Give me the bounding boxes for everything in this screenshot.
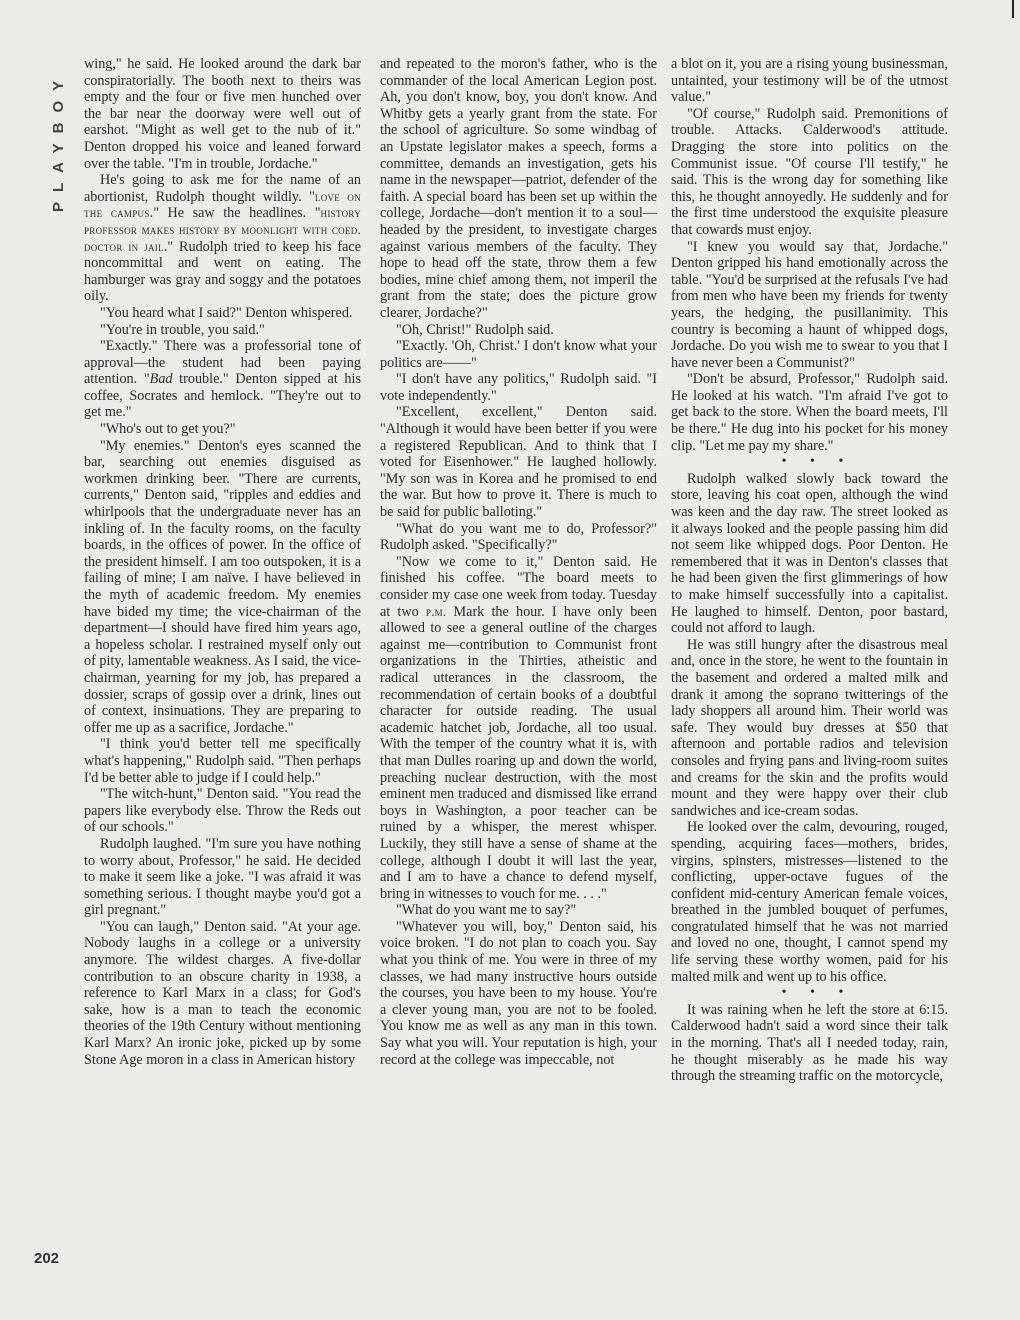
paragraph: "Don't be absurd, Professor," Rudolph said. He looked at his watch. "I'm afraid I've got to get back to the store. When the board meets, I'll be there." He dug into his pocket for his money clip. "Let me pay my share." <box>671 371 948 454</box>
page-number: 202 <box>34 1250 60 1267</box>
paragraph: "The witch-hunt," Denton said. "You read the papers like everybody else. Throw the Reds out of our schools." <box>84 786 361 836</box>
paragraph: It was raining when he left the store at 6:15. Calderwood hadn't said a word since their talk in the morning. That's all I needed today, rain, he thought miserably as he made his way through the streaming traffic on the motorcycle, <box>671 1001 948 1085</box>
paragraph: wing," he said. He looked around the dark bar conspiratorially. The booth next to theirs was empty and the four or five men hunched over the bar near the doorway were well out of earshot. "Might as well get to the nub of it." Denton dropped his voice and leaned forward over the table. "I'm in trouble, Jordache." <box>84 56 361 172</box>
paragraph: "Excellent, excellent," Denton said. "Although it would have been better if you were a registered Republican. And to think that I voted for Eisenhower." He laughed hollowly. "My son was in Korea and he promised to end the war. But how to prove it. There is much to be said for public balloting." <box>380 404 657 521</box>
section-break: • • • <box>781 985 854 1001</box>
paragraph: Rudolph walked slowly back toward the store, leaving his coat open, although the wind was keen and the day raw. The street looked as it always looked and the people passing him did not seem like whipped dogs. Poor Denton. He remembered that it was in Denton's classes that he had been given the first glimmerings of how to make himself successfully into a capitalist. He laughed to himself. Denton, poor bastard, could not afford to laugh. <box>671 470 948 637</box>
paragraph: He's going to ask me for the name of an abortionist, Rudolph thought wildly. "love on the campus." He saw the headlines. "history professor makes history by moonlight with coed. doctor in jail." Rudolph tried to keep his face noncommittal and went on eating. The hamburger was gray and soggy and the potatoes oily. <box>84 172 361 305</box>
paragraph: Rudolph laughed. "I'm sure you have nothing to worry about, Professor," he said. He decided to make it seem like a joke. "I was afraid it was something serious. I thought maybe you'd got a girl pregnant." <box>84 835 361 919</box>
text-column-2 <box>380 56 657 1271</box>
paragraph: "I don't have any politics," Rudolph said. "I vote independently." <box>380 371 657 404</box>
paragraph: "I knew you would say that, Jordache." Denton gripped his hand emotionally across the table. "You'd be surprised at the refusals I've had from men who have been my friends for twenty years, the hedging, the pusillanimity. This country is becoming a haunt of whipped dogs, Jordache. Do you wish me to swear to you that I have never been a Communist?" <box>671 238 948 371</box>
paragraph: "Of course," Rudolph said. Premonitions of trouble. Attacks. Calderwood's attitude. Dragging the store into politics on the Communist issue. "Of course I'll testify," he said. This is the wrong day for something like this, he thought annoyedly. He suddenly and for the first time understood the exquisite pleasure that cowards must enjoy. <box>671 105 948 238</box>
paragraph: "Exactly. 'Oh, Christ.' I don't know what your politics are——" <box>380 338 657 371</box>
paragraph: a blot on it, you are a rising young businessman, untainted, your testimony will be of the utmost value." <box>671 56 948 106</box>
text-column-1 <box>84 56 361 1271</box>
paragraph: "My enemies." Denton's eyes scanned the bar, searching out enemies disguised as workmen drinking beer. "There are currents, currents," Denton said, "ripples and eddies and whirlpools that the undergraduate never has an inkling of. In the faculty rooms, on the faculty boards, in the offices of power. In the office of the president himself. I am too outspoken, it is a failing of mine; I am naïve. I have believed in the myth of academic freedom. My enemies have bided my time; the vice-chairman of the department—I should have fired him years ago, a hopeless scholar. I restrained myself only out of pity, lamentable weakness. As I said, the vice-chairman, yearning for my job, has prepared a dossier, scraps of gossip over a drink, lines out of context, insinuations. They are preparing to offer me up as a sacrifice, Jordache." <box>84 437 361 736</box>
paragraph: "Whatever you will, boy," Denton said, his voice broken. "I do not plan to coach you. Say what you think of me. You were in three of my classes, we had many instructive hours outside the courses, you have been to my house. You're a clever young man, you are not to be fooled. You know me as well as any man in this town. Say what you will. Your reputation is high, your record at the college was impeccable, not <box>380 918 657 1068</box>
text-column-3 <box>671 56 948 1271</box>
paragraph: "I think you'd better tell me specifically what's happening," Rudolph said. "Then perhaps I'd be better able to judge if I could help." <box>84 736 361 786</box>
page-edge-mark <box>1012 0 1014 18</box>
paragraph: "You can laugh," Denton said. "At your age. Nobody laughs in a college or a university anymore. The wildest charges. A five-dollar contribution to an obscure charity in 1938, a reference to Karl Marx in a class; for God's sake, how is a man to teach the economic theories of the 19th Century without mentioning Karl Marx? An ironic joke, picked up by some Stone Age moron in a class in American history <box>84 918 361 1068</box>
paragraph: "You heard what I said?" Denton whispered. <box>100 304 353 321</box>
paragraph: He looked over the calm, devouring, rouged, spending, acquiring faces—mothers, brides, virgins, spinsters, mistresses—listened to the conflicting, upper-octave fugues of the confident mid-century American female voices, breathed in the jumbled bouquet of perfumes, congratulated himself that he was not married and loved no one, thought, I cannot spend my life serving these worthy women, paid for his malted milk and went up to his office. <box>671 819 948 985</box>
paragraph: "What do you want me to say?" <box>396 902 577 919</box>
paragraph: "Who's out to get you?" <box>100 421 236 438</box>
magazine-masthead: PLAYBOY <box>50 70 67 212</box>
paragraph: He was still hungry after the disastrous meal and, once in the store, he went to the fountain in the basement and ordered a malted milk and drank it among the soprano twitterings of the lady shoppers all around him. Their world was safe. They would buy dresses at $50 that afternoon and portable radios and television consoles and frying pans and living-room suites and creams for the skin and the profits would mount and they were happy over their club sandwiches and ice-cream sodas. <box>671 636 948 819</box>
paragraph: "Oh, Christ!" Rudolph said. <box>396 321 554 338</box>
paragraph: "Exactly." There was a professorial tone of approval—the student had been paying attention. "Bad trouble." Denton sipped at his coffee, Socrates and hemlock. "They're out to get me." <box>84 338 361 421</box>
section-break: • • • <box>781 454 854 470</box>
paragraph: and repeated to the moron's father, who is the commander of the local American Legion post. Ah, you don't know, boy, you don't know. And Whitby gets a yearly grant from the state. For the school of agriculture. So some windbag of an Upstate legislator makes a speech, forms a committee, demands an investigation, gets his name in the newspaper—patriot, defender of the faith. A special board has been set up within the college, Jordache—don't mention it to a soul—headed by the president, to investigate charges against various members of the faculty. They hope to head off the state, throw them a few bodies, mine chief among them, not imperil the grant from the state; does the picture grow clearer, Jordache?" <box>380 56 657 321</box>
paragraph: "You're in trouble, you said." <box>100 321 265 338</box>
paragraph: "Now we come to it," Denton said. He finished his coffee. "The board meets to consider my case one week from today. Tuesday at two p.m. Mark the hour. I have only been allowed to see a general outline of the charges against me—contribution to Communist front organizations in the Thirties, atheistic and radical utterances in the classroom, the recommendation of certain books of a doubtful character for outside reading. The usual academic hatchet job, Jordache, all too usual. With the temper of the country what it is, with that man Dulles roaring up and down the world, preaching nuclear destruction, with the most eminent men traduced and dismissed like errand boys in Washington, a poor teacher can be ruined by a whisper, the merest whisper. Luckily, they still have a sense of shame at the college, although I doubt it will last the year, and I am to have a chance to defend myself, bring in witnesses to vouch for me. . . ." <box>380 553 657 902</box>
paragraph: "What do you want me to do, Professor?" Rudolph asked. "Specifically?" <box>380 520 657 554</box>
